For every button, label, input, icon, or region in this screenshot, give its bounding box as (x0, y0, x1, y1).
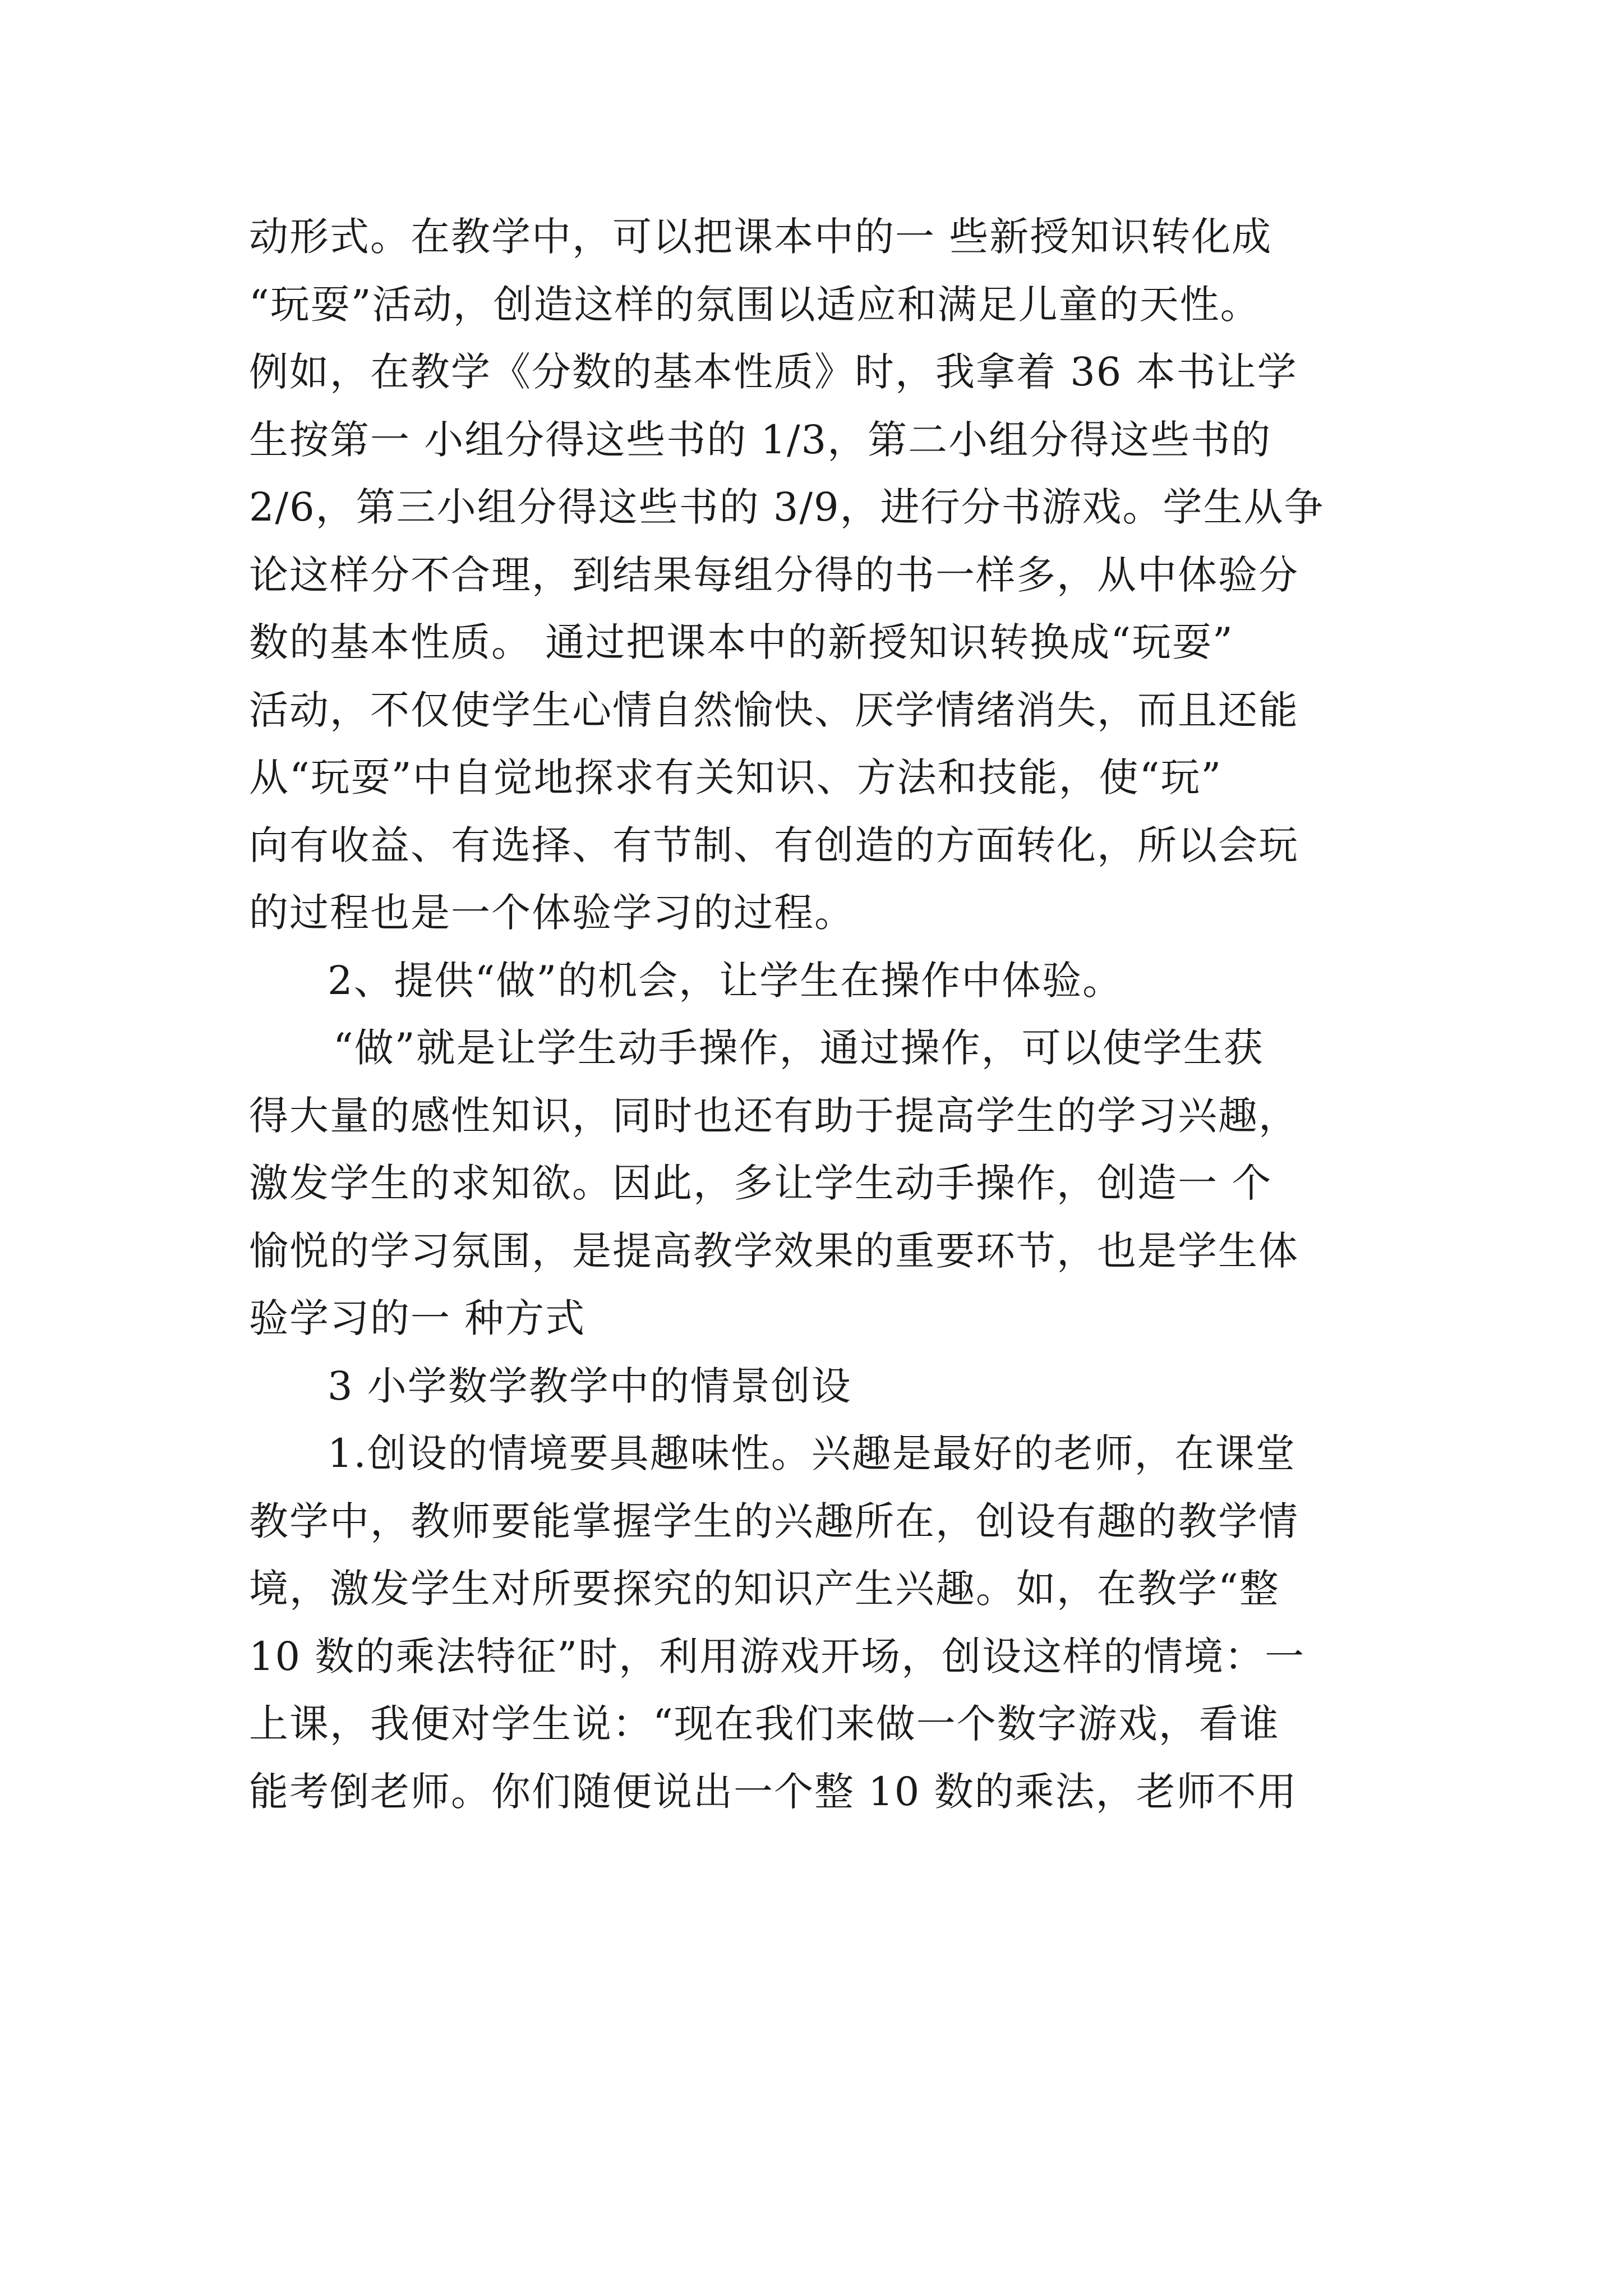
text-line: 数的基本性质。 通过把课本中的新授知识转换成“玩耍” (249, 619, 1234, 665)
text-line: “玩耍”活动，创造这样的氛围以适应和满足儿童的天性。 (249, 281, 1261, 328)
text-line: 例如，在教学《分数的基本性质》时，我拿着 36 本书让学 (249, 349, 1298, 395)
text-line: 1.创设的情境要具趣味性。兴趣是最好的老师，在课堂 (328, 1430, 1296, 1476)
section-heading: 2、提供“做”的机会，让学生在操作中体验。 (328, 957, 1123, 1004)
text-line: 从“玩耍”中自觉地探求有关知识、方法和技能，使“玩” (249, 754, 1223, 800)
text-line: 愉悦的学习氛围，是提高教学效果的重要环节，也是学生体 (249, 1227, 1299, 1274)
text-line: 论这样分不合理，到结果每组分得的书一样多，从中体验分 (249, 551, 1299, 598)
text-line: 境，激发学生对所要探究的知识产生兴趣。如，在教学“整 (249, 1566, 1280, 1612)
text-line: 向有收益、有选择、有节制、有创造的方面转化，所以会玩 (249, 822, 1299, 868)
text-line: 2/6，第三小组分得这些书的 3/9，进行分书游戏。学生从争 (249, 484, 1325, 530)
text-line: 验学习的一 种方式 (249, 1295, 586, 1341)
text-line: 10 数的乘法特征”时，利用游戏开场，创设这样的情境：一 (249, 1633, 1306, 1680)
text-line: 活动，不仅使学生心情自然愉快、厌学情绪消失，而且还能 (249, 687, 1299, 733)
body-text (249, 203, 1376, 1825)
text-line: 教学中，教师要能掌握学生的兴趣所在，创设有趣的教学情 (249, 1498, 1299, 1544)
text-line: 生按第一 小组分得这些书的 1/3，第二小组分得这些书的 (249, 416, 1272, 463)
text-line: 得大量的感性知识，同时也还有助于提高学生的学习兴趣， (249, 1092, 1299, 1139)
text-line: “做”就是让学生动手操作，通过操作，可以使学生获 (333, 1025, 1264, 1071)
section-heading: 3 小学数学教学中的情景创设 (328, 1363, 852, 1409)
text-line: 能考倒老师。你们随便说出一个整 10 数的乘法，老师不用 (249, 1768, 1298, 1815)
text-line: 动形式。在教学中，可以把课本中的一 些新授知识转化成 (249, 214, 1272, 260)
text-line: 上课，我便对学生说：“现在我们来做一个数字游戏，看谁 (249, 1701, 1280, 1747)
text-line: 的过程也是一个体验学习的过程。 (249, 890, 855, 936)
text-line: 激发学生的求知欲。因此，多让学生动手操作，创造一 个 (249, 1160, 1272, 1206)
